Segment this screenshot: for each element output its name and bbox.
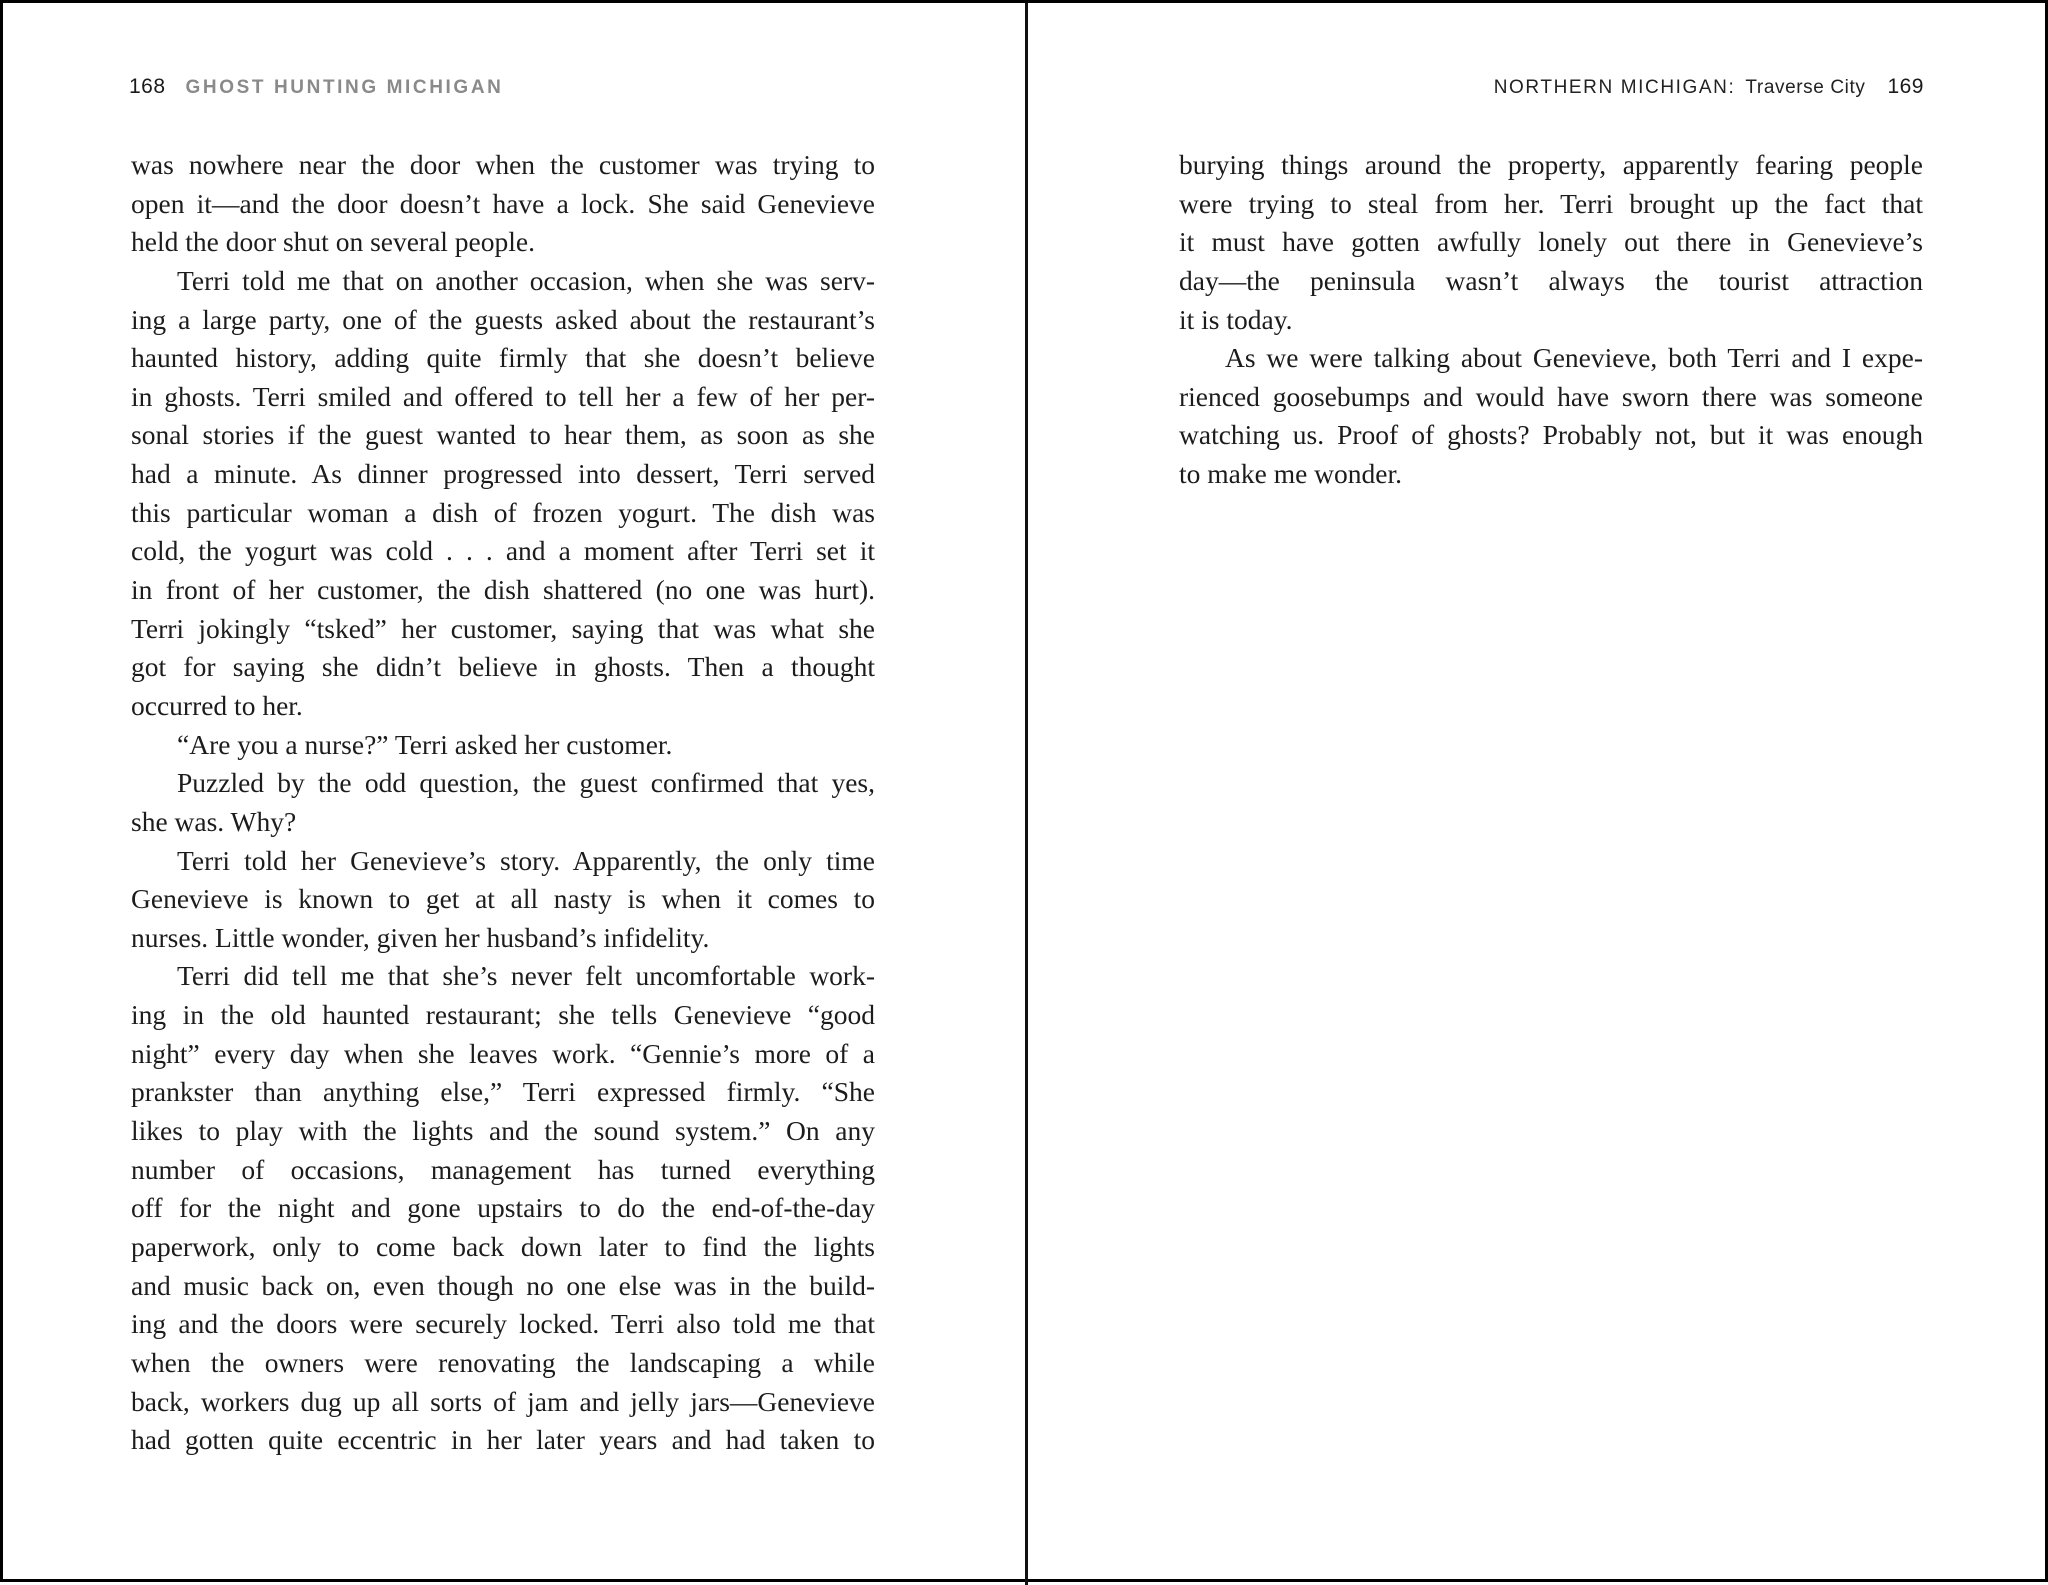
text-line: prankster than anything else,” Terri expressed firmly. “She (131, 1076, 875, 1108)
text-line: to make me wonder. (1179, 458, 1402, 490)
text-line: it is today. (1179, 303, 1293, 335)
text-line: it must have gotten awfully lonely out there in Genevieve’s (1179, 226, 1923, 258)
text-line: As we were talking about Genevieve, both Terri and I expe- (1225, 342, 1923, 374)
text-line: back, workers dug up all sorts of jam and jelly jars—Genevieve (131, 1385, 875, 1417)
book-title: GHOST HUNTING MICHIGAN (185, 77, 504, 98)
page-number: 168 (129, 75, 166, 98)
text-line: were trying to steal from her. Terri brought up the fact that (1179, 187, 1923, 219)
text-line: Terri told her Genevieve’s story. Apparently, the only time (177, 844, 875, 876)
text-line: got for saying she didn’t believe in ghosts. Then a thought (131, 651, 875, 683)
text-line: haunted history, adding quite firmly that she doesn’t believe (131, 342, 875, 374)
text-line: sonal stories if the guest wanted to hear them, as soon as she (131, 419, 875, 451)
text-line: Terri told me that on another occasion, when she was serv- (177, 264, 875, 296)
right-page (1028, 3, 2048, 1585)
text-line: ing a large party, one of the guests asked about the restaurant’s (131, 303, 875, 335)
right-running-head (1494, 73, 1924, 101)
text-line: cold, the yogurt was cold . . . and a moment after Terri set it (131, 535, 875, 567)
left-running-head (129, 73, 503, 101)
text-line: ing and the doors were securely locked. Terri also told me that (131, 1308, 875, 1340)
text-line: in front of her customer, the dish shattered (no one was hurt). (131, 574, 875, 606)
text-line: nurses. Little wonder, given her husband’s infidelity. (131, 921, 710, 953)
page-number: 169 (1887, 75, 1924, 98)
text-line: this particular woman a dish of frozen yogurt. The dish was (131, 496, 875, 528)
text-line: and music back on, even though no one else was in the build- (131, 1269, 875, 1301)
text-line: “Are you a nurse?” Terri asked her customer. (177, 728, 673, 760)
text-line: Terri did tell me that she’s never felt uncomfortable work- (177, 960, 875, 992)
text-line: occurred to her. (131, 689, 303, 721)
text-line: night” every day when she leaves work. “Gennie’s more of a (131, 1037, 875, 1069)
text-line: in ghosts. Terri smiled and offered to tell her a few of her per- (131, 380, 875, 412)
text-line: had a minute. As dinner progressed into dessert, Terri served (131, 458, 875, 490)
chapter-title: NORTHERN MICHIGAN: (1493, 77, 1736, 98)
left-page (3, 3, 1025, 1585)
right-page-body-text (1179, 146, 1923, 494)
text-line: Puzzled by the odd question, the guest confirmed that yes, (177, 767, 875, 799)
text-line: paperwork, only to come back down later to find the lights (131, 1230, 875, 1262)
section-title: Traverse City (1745, 77, 1866, 98)
left-page-body-text (131, 146, 875, 1460)
text-line: open it—and the door doesn’t have a lock. She said Genevieve (131, 187, 875, 219)
text-line: likes to play with the lights and the sound system.” On any (131, 1115, 875, 1147)
text-line: had gotten quite eccentric in her later years and had taken to (131, 1424, 875, 1456)
text-line: Genevieve is known to get at all nasty is when it comes to (131, 883, 875, 915)
text-line: she was. Why? (131, 805, 297, 837)
text-line: off for the night and gone upstairs to do the end-of-the-day (131, 1192, 875, 1224)
text-line: day—the peninsula wasn’t always the tourist attraction (1179, 264, 1923, 296)
text-line: watching us. Proof of ghosts? Probably not, but it was enough (1179, 419, 1923, 451)
text-line: rienced goosebumps and would have sworn there was someone (1179, 380, 1923, 412)
text-line: Terri jokingly “tsked” her customer, saying that was what she (131, 612, 875, 644)
text-line: when the owners were renovating the landscaping a while (131, 1346, 875, 1378)
text-line: ing in the old haunted restaurant; she tells Genevieve “good (131, 999, 875, 1031)
text-line: was nowhere near the door when the customer was trying to (131, 149, 875, 180)
text-line: held the door shut on several people. (131, 226, 535, 258)
text-line: number of occasions, management has turned everything (131, 1153, 875, 1185)
text-line: burying things around the property, apparently fearing people (1179, 149, 1923, 180)
